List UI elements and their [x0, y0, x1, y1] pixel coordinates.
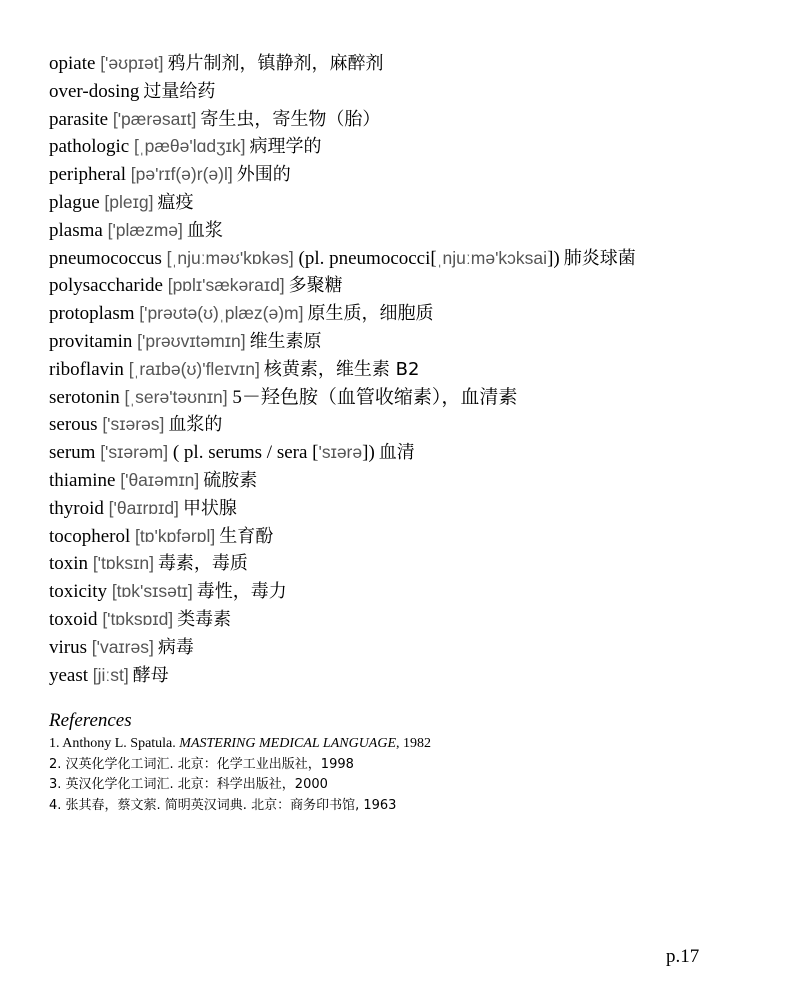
glossary-entry [49, 578, 769, 606]
plural-note: ( pl. serums / sera [ [168, 442, 319, 464]
glossary-entry [49, 245, 769, 273]
glossary-entry [49, 161, 769, 189]
translation: 寄生虫，寄生物（胎） [200, 108, 381, 130]
reference-item [49, 755, 769, 776]
glossary-entry [49, 78, 769, 106]
glossary-entry [49, 384, 769, 412]
term: virus [49, 636, 92, 658]
pronunciation: [pleɪg] [104, 191, 154, 212]
pronunciation: [ˌpæθə'lɑdʒɪk] [133, 136, 246, 157]
glossary-entry [49, 523, 769, 551]
pronunciation: ['tɒksɒɪd] [102, 608, 174, 629]
pronunciation: ['əʊpɪət] [100, 53, 164, 73]
references-heading: References [49, 710, 132, 731]
pronunciation: ['prəʊtə(ʊ)ˌplæz(ə)m] [139, 303, 304, 324]
translation: 外围的 [236, 164, 291, 186]
term: toxicity [49, 581, 112, 603]
term: peripheral [49, 164, 131, 186]
term: opiate [49, 53, 101, 74]
translation: 肺炎球菌 [563, 247, 636, 269]
term: provitamin [49, 330, 138, 352]
glossary-entry [49, 411, 769, 439]
plural-note-end: ]) [362, 442, 375, 464]
pronunciation: [pə'rɪf(ə)r(ə)l] [130, 164, 233, 185]
translation: 原生质，细胞质 [307, 303, 434, 325]
translation: 5－羟色胺（血管收缩素），血清素 [227, 386, 518, 408]
glossary-entry [49, 106, 769, 134]
pronunciation: ['θaɪrɒɪd] [108, 497, 179, 518]
translation: 酵母 [132, 664, 169, 686]
glossary-entry [49, 495, 769, 523]
reference-text: 3. 英汉化学化工词汇. 北京：科学出版社，2000 [49, 777, 328, 792]
glossary-list [49, 50, 769, 689]
reference-title: MASTERING MEDICAL LANGUAGE [179, 736, 397, 751]
term: thiamine [49, 469, 121, 491]
glossary-entry [49, 606, 769, 634]
translation: 硫胺素 [203, 469, 258, 491]
translation: 鸦片制剂，镇静剂，麻醉剂 [167, 53, 384, 74]
glossary-entry [49, 356, 769, 384]
glossary-entry [49, 217, 769, 245]
pronunciation: [tɒk'sɪsətɪ] [111, 581, 193, 602]
pronunciation: [jiːst] [92, 664, 129, 685]
term: riboflavin [49, 358, 129, 380]
pronunciation: [ˌnjuːməʊ'kɒkəs] [166, 247, 294, 268]
references-section [49, 708, 769, 816]
glossary-entry [49, 467, 769, 495]
term: tocopherol [49, 525, 136, 547]
pronunciation: [ˌraɪbə(ʊ)'fleɪvɪn] [128, 358, 260, 379]
plural-pronunciation: 'sɪərə [318, 442, 363, 463]
pronunciation: ['sɪərəs] [102, 414, 165, 435]
reference-text: 2. 汉英化学化工词汇. 北京：化学工业出版社，1998 [49, 756, 354, 772]
reference-item [49, 775, 769, 796]
reference-text: 4. 张其春，蔡文萦. 简明英汉词典. 北京：商务印书馆, 1963 [49, 797, 397, 813]
term: serotonin [49, 386, 125, 408]
translation: 病理学的 [249, 136, 322, 158]
translation: 毒素，毒质 [157, 553, 248, 575]
glossary-entry [49, 328, 769, 356]
term: polysaccharide [49, 275, 168, 297]
term: toxin [49, 553, 93, 575]
pronunciation: ['prəʊvɪtəmɪn] [137, 330, 246, 351]
term: plasma [49, 219, 108, 241]
pronunciation: [ˌserə'təʊnɪn] [124, 386, 228, 407]
plural-note: (pl. pneumococci[ [293, 247, 437, 269]
translation: 类毒素 [177, 608, 232, 630]
term: toxoid [49, 608, 103, 630]
pronunciation: ['vaɪrəs] [91, 636, 154, 657]
term: yeast [49, 664, 93, 686]
glossary-entry [49, 272, 769, 300]
reference-item [49, 734, 769, 755]
translation: 瘟疫 [157, 191, 194, 213]
pronunciation: ['tɒksɪn] [92, 553, 154, 574]
pronunciation: ['pærəsaɪt] [112, 108, 197, 129]
pronunciation: ['θaɪəmɪn] [120, 469, 200, 490]
glossary-entry [49, 133, 769, 161]
translation: 病毒 [157, 636, 194, 658]
translation: 核黄素，维生素 B2 [263, 358, 420, 380]
term: protoplasm [49, 303, 140, 325]
translation: 毒性，毒力 [196, 581, 287, 603]
term: serum [49, 442, 101, 464]
term: pathologic [49, 136, 134, 158]
translation: 维生素原 [249, 330, 322, 352]
pronunciation: ['sɪərəm] [100, 442, 169, 463]
glossary-entry [49, 550, 769, 578]
glossary-entry [49, 300, 769, 328]
translation: 生育酚 [219, 525, 274, 547]
plural-note-end: ]) [547, 247, 560, 269]
term: thyroid [49, 497, 109, 519]
translation: 多聚糖 [288, 275, 343, 297]
glossary-entry [49, 662, 769, 690]
reference-year: , 1982 [396, 736, 432, 751]
glossary-entry [49, 189, 769, 217]
pronunciation: [pɒlɪ'sækəraɪd] [167, 275, 285, 296]
pronunciation: [tɒ'kɒfərɒl] [135, 525, 216, 546]
term: pneumococcus [49, 247, 167, 269]
reference-item [49, 796, 769, 817]
translation: 甲状腺 [182, 497, 237, 519]
translation: 血浆 [186, 219, 223, 241]
translation: 血清 [378, 442, 415, 464]
translation: 过量给药 [143, 80, 216, 102]
term: serous [49, 414, 103, 436]
glossary-entry [49, 439, 769, 467]
page-number: p.17 [666, 946, 700, 967]
glossary-entry [49, 50, 769, 78]
term: plague [49, 191, 105, 213]
pronunciation: ['plæzmə] [107, 219, 183, 240]
term: over-dosing [49, 80, 140, 102]
plural-pronunciation: ˌnjuːmə'kɔksai [436, 247, 548, 268]
term: parasite [49, 108, 113, 130]
translation: 血浆的 [168, 414, 223, 436]
glossary-entry [49, 634, 769, 662]
reference-text: 1. Anthony L. Spatula. [49, 736, 180, 751]
